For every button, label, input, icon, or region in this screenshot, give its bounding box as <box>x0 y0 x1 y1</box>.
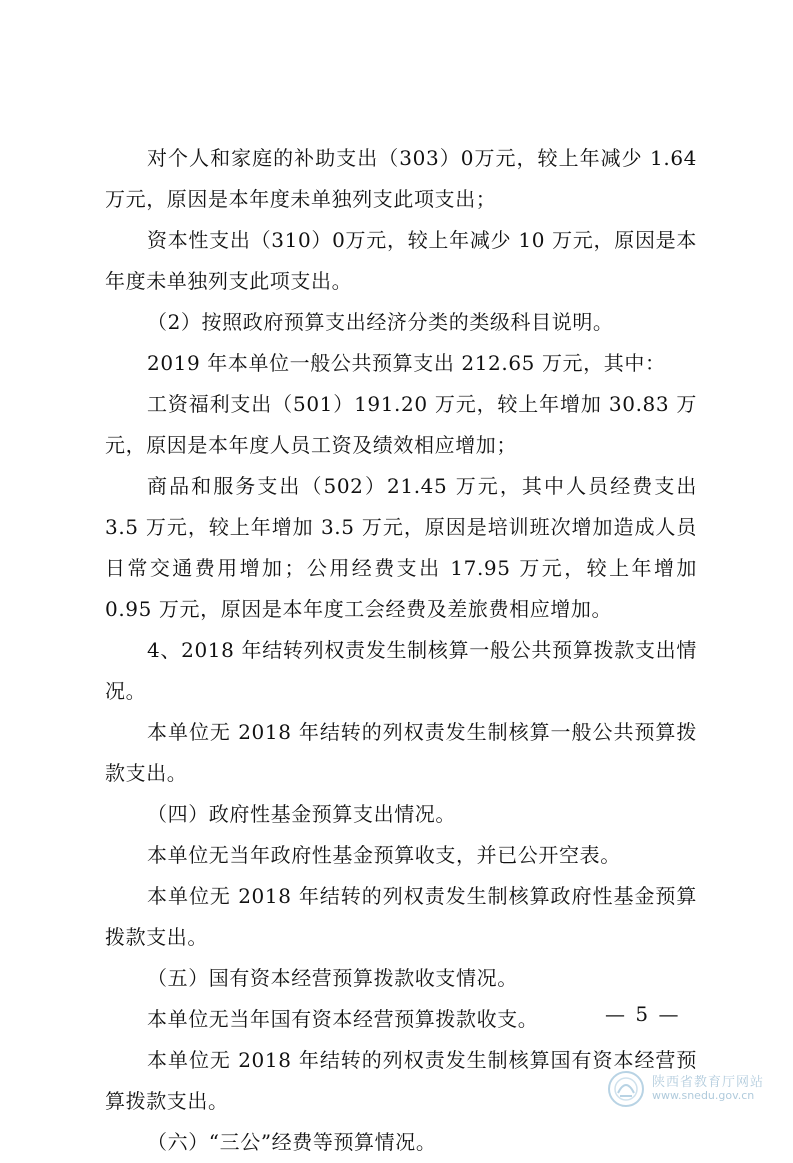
paragraph-12: （五）国有资本经营预算拨款收支情况。 <box>147 966 518 990</box>
watermark-site-name: 陕西省教育厅网站 <box>652 1074 765 1090</box>
site-watermark <box>606 1066 781 1112</box>
paragraph-4: 2019 年本单位一般公共预算支出 212.65 万元，其中： <box>147 351 666 375</box>
paragraph-7: 4、2018 年结转列权责发生制核算一般公共预算拨款支出情况。 <box>105 638 697 703</box>
paragraph-3: （2）按照政府预算支出经济分类的类级科目说明。 <box>147 310 614 334</box>
paragraph-8: 本单位无 2018 年结转的列权责发生制核算一般公共预算拨款支出。 <box>105 720 697 785</box>
paragraph-10: 本单位无当年政府性基金预算收支，并已公开空表。 <box>147 843 621 867</box>
watermark-site-url: www.snedu.gov.cn <box>652 1089 755 1103</box>
paragraph-5: 工资福利支出（501）191.20 万元，较上年增加 30.83 万元，原因是本年度人员工资及绩效相应增加； <box>105 392 697 457</box>
paragraph-13: 本单位无当年国有资本经营预算拨款收支。 <box>147 1007 539 1031</box>
paragraph-1: 对个人和家庭的补助支出（303）0万元，较上年减少 1.64 万元，原因是本年度未单独列支此项支出； <box>105 146 697 211</box>
watermark-text <box>652 1076 764 1102</box>
paragraph-2: 资本性支出（310）0万元，较上年减少 10 万元，原因是本年度未单独列支此项支出。 <box>105 228 697 293</box>
page-number: — 5 — <box>605 1002 681 1026</box>
paragraph-6: 商品和服务支出（502）21.45 万元，其中人员经费支出 3.5 万元，较上年增加 3.5 万元，原因是培训班次增加造成人员日常交通费用增加；公用经费支出 17.95 万元，较上年增加 0.95 万元，原因是本年度工会经费及差旅费相应增加。 <box>105 474 697 621</box>
paragraph-14: 本单位无 2018 年结转的列权责发生制核算国有资本经营预算拨款支出。 <box>105 1048 697 1113</box>
paragraph-9: （四）政府性基金预算支出情况。 <box>147 802 456 826</box>
paragraph-15: （六）“三公”经费等预算情况。 <box>147 1130 437 1154</box>
paragraph-11: 本单位无 2018 年结转的列权责发生制核算政府性基金预算拨款支出。 <box>105 884 697 949</box>
snedu-logo-icon <box>606 1069 646 1109</box>
